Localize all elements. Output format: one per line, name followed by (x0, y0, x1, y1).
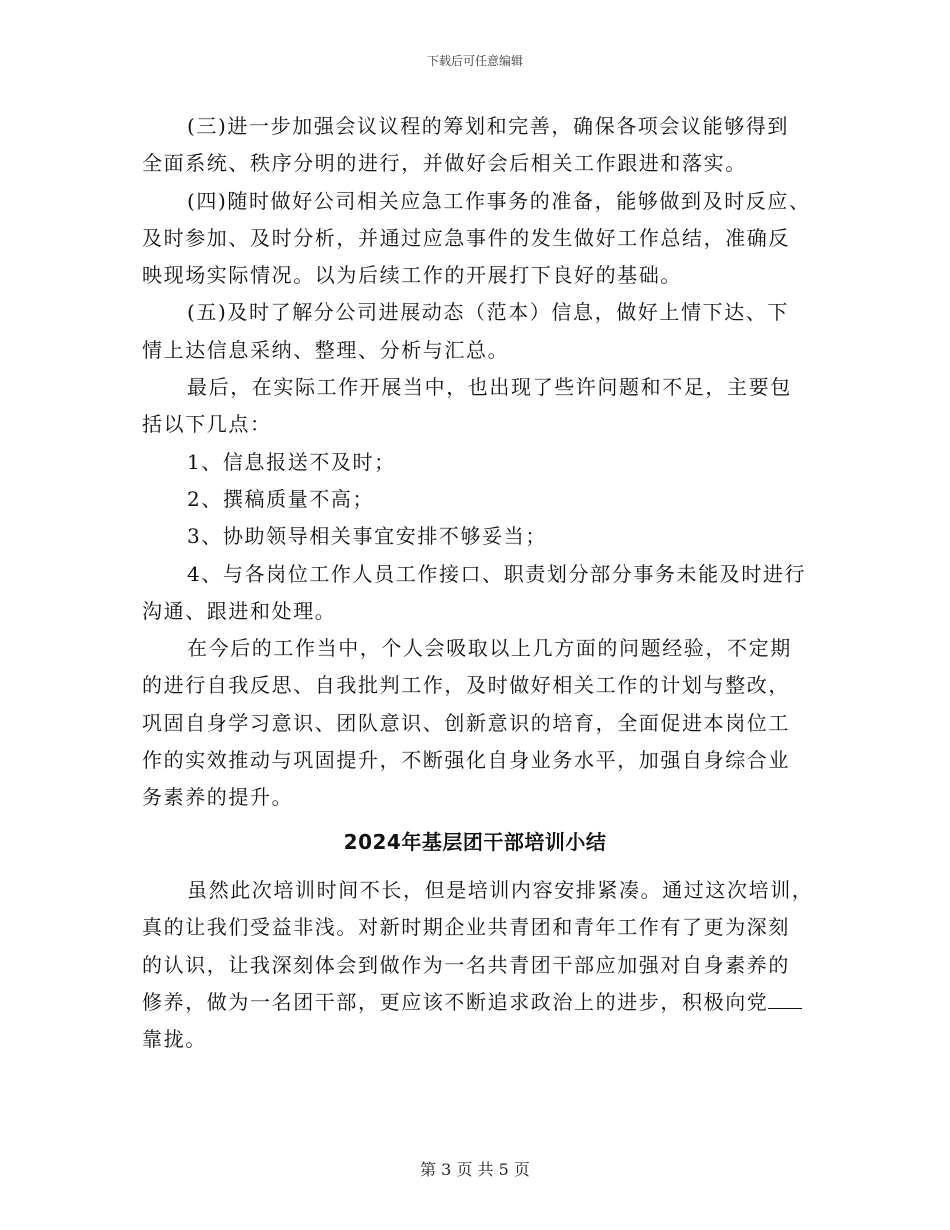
body-text (142, 108, 812, 817)
paragraph-line: 真的让我们受益非浅。对新时期企业共青团和青年工作有了更为深刻 (142, 915, 790, 940)
paragraph-line: (四)随时做好公司相关应急工作事务的准备，能够做到及时反应、 (187, 188, 811, 213)
summary-text (142, 872, 822, 1058)
paragraph-line: 括以下几点： (142, 412, 272, 437)
paragraph-line-with-blank (142, 984, 822, 1021)
fill-in-blank (768, 986, 802, 1009)
paragraph-line: 靠拢。 (142, 1027, 207, 1052)
section-title: 2024年基层团干部培训小结 (343, 830, 607, 854)
header-note: 下载后可任意编辑 (426, 54, 523, 68)
paragraph-line: 情上达信息采纳、整理、分析与汇总。 (142, 337, 510, 362)
paragraph-line: 在今后的工作当中，个人会吸取以上几方面的问题经验，不定期 (187, 636, 792, 661)
page-number: 第 3 页 共 5 页 (420, 1160, 530, 1179)
paragraph-line: 作的实效推动与巩固提升，不断强化自身业务水平，加强自身综合业 (142, 748, 790, 773)
paragraph-line: 最后，在实际工作开展当中，也出现了些许问题和不足，主要包 (187, 375, 792, 400)
paragraph-line: 沟通、跟进和处理。 (142, 598, 337, 623)
list-item: 3、协助领导相关事宜安排不够妥当； (187, 524, 547, 549)
paragraph-line: (五)及时了解分公司进展动态（范本）信息，做好上情下达、下 (187, 300, 790, 325)
paragraph-line-text: 修养，做为一名团干部，更应该不断追求政治上的进步，积极向党 (142, 989, 769, 1014)
paragraph-line: 映现场实际情况。以为后续工作的开展打下良好的基础。 (142, 263, 682, 288)
paragraph-line: 的认识，让我深刻体会到做作为一名共青团干部应加强对自身素养的 (142, 952, 790, 977)
list-item: 4、与各岗位工作人员工作接口、职责划分部分事务未能及时进行 (187, 561, 807, 586)
paragraph-line: 及时参加、及时分析，并通过应急事件的发生做好工作总结，准确反 (142, 225, 790, 250)
paragraph-line: (三)进一步加强会议议程的筹划和完善，确保各项会议能够得到 (187, 114, 790, 138)
paragraph-line: 的进行自我反思、自我批判工作，及时做好相关工作的计划与整改， (142, 673, 790, 698)
paragraph-line: 务素养的提升。 (142, 785, 294, 810)
paragraph-line: 虽然此次培训时间不长，但是培训内容安排紧凑。通过这次培训， (187, 878, 814, 902)
paragraph-line: 全面系统、秩序分明的进行，并做好会后相关工作跟进和落实。 (142, 151, 747, 176)
paragraph-line: 巩固自身学习意识、团队意识、创新意识的培育，全面促进本岗位工 (142, 710, 790, 735)
list-item: 2、撰稿质量不高； (187, 486, 375, 511)
list-item: 1、信息报送不及时； (187, 449, 396, 474)
